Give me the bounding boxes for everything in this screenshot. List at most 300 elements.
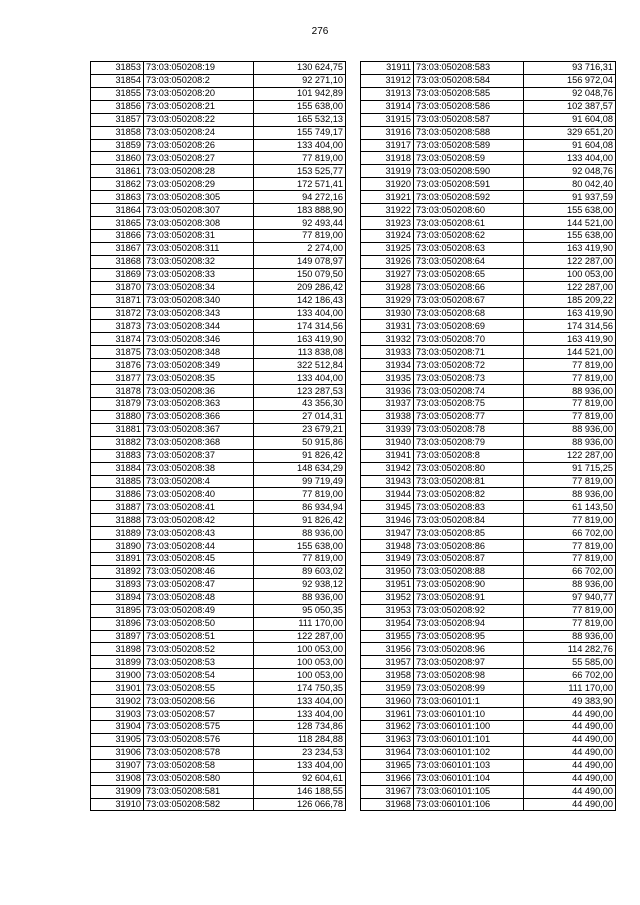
cadastral-number: 73:03:050208:64 <box>414 255 524 268</box>
table-row <box>91 178 346 191</box>
cadastral-value: 27 014,31 <box>254 410 346 423</box>
row-number: 31879 <box>91 397 144 410</box>
table-row <box>91 643 346 656</box>
table-row <box>91 281 346 294</box>
table-row <box>91 333 346 346</box>
cadastral-value: 133 404,00 <box>254 759 346 772</box>
row-number: 31864 <box>91 204 144 217</box>
cadastral-number: 73:03:050208:57 <box>144 708 254 721</box>
cadastral-number: 73:03:050208:50 <box>144 617 254 630</box>
cadastral-value: 88 936,00 <box>254 527 346 540</box>
row-number: 31858 <box>91 126 144 139</box>
cadastral-number: 73:03:050208:59 <box>414 152 524 165</box>
cadastral-number: 73:03:050208:96 <box>414 643 524 656</box>
table-row <box>361 178 616 191</box>
cadastral-number: 73:03:050208:99 <box>414 682 524 695</box>
cadastral-number: 73:03:050208:582 <box>144 798 254 811</box>
table-row <box>361 656 616 669</box>
cadastral-number: 73:03:050208:28 <box>144 165 254 178</box>
cadastral-number: 73:03:050208:53 <box>144 656 254 669</box>
row-number: 31932 <box>361 333 414 346</box>
row-number: 31888 <box>91 514 144 527</box>
cadastral-value: 133 404,00 <box>254 372 346 385</box>
row-number: 31854 <box>91 74 144 87</box>
table-row <box>91 527 346 540</box>
cadastral-number: 73:03:050208:586 <box>414 100 524 113</box>
cadastral-value: 174 750,35 <box>254 682 346 695</box>
row-number: 31968 <box>361 798 414 811</box>
row-number: 31907 <box>91 759 144 772</box>
row-number: 31883 <box>91 449 144 462</box>
cadastral-number: 73:03:050208:90 <box>414 578 524 591</box>
table-row <box>361 553 616 566</box>
cadastral-number: 73:03:050208:4 <box>144 475 254 488</box>
table-row <box>91 669 346 682</box>
cadastral-value: 77 819,00 <box>254 152 346 165</box>
cadastral-value: 92 938,12 <box>254 578 346 591</box>
row-number: 31926 <box>361 255 414 268</box>
table-row <box>361 733 616 746</box>
row-number: 31890 <box>91 540 144 553</box>
table-row <box>361 708 616 721</box>
cadastral-value: 156 972,04 <box>524 74 616 87</box>
cadastral-value: 77 819,00 <box>524 617 616 630</box>
cadastral-value: 100 053,00 <box>254 643 346 656</box>
row-number: 31870 <box>91 281 144 294</box>
row-number: 31887 <box>91 501 144 514</box>
table-row <box>361 604 616 617</box>
row-number: 31871 <box>91 294 144 307</box>
cadastral-number: 73:03:050208:2 <box>144 74 254 87</box>
cadastral-number: 73:03:050208:69 <box>414 320 524 333</box>
cadastral-value: 44 490,00 <box>524 733 616 746</box>
cadastral-number: 73:03:050208:43 <box>144 527 254 540</box>
cadastral-number: 73:03:050208:68 <box>414 307 524 320</box>
cadastral-value: 2 274,00 <box>254 242 346 255</box>
row-number: 31874 <box>91 333 144 346</box>
table-row <box>91 74 346 87</box>
table-row <box>361 630 616 643</box>
row-number: 31857 <box>91 113 144 126</box>
cadastral-value: 329 651,20 <box>524 126 616 139</box>
table-row <box>361 281 616 294</box>
cadastral-value: 77 819,00 <box>524 475 616 488</box>
row-number: 31896 <box>91 617 144 630</box>
cadastral-number: 73:03:050208:366 <box>144 410 254 423</box>
table-row <box>91 695 346 708</box>
row-number: 31940 <box>361 436 414 449</box>
table-row <box>361 501 616 514</box>
cadastral-value: 165 532,13 <box>254 113 346 126</box>
cadastral-value: 101 942,89 <box>254 87 346 100</box>
cadastral-value: 155 638,00 <box>524 229 616 242</box>
table-row <box>361 540 616 553</box>
cadastral-value: 44 490,00 <box>524 746 616 759</box>
table-row <box>91 682 346 695</box>
table-row <box>91 113 346 126</box>
cadastral-value: 55 585,00 <box>524 656 616 669</box>
table-row <box>361 126 616 139</box>
cadastral-number: 73:03:050208:584 <box>414 74 524 87</box>
table-row <box>91 191 346 204</box>
row-number: 31892 <box>91 565 144 578</box>
row-number: 31923 <box>361 217 414 230</box>
cadastral-value: 77 819,00 <box>524 540 616 553</box>
table-row <box>361 721 616 734</box>
cadastral-number: 73:03:060101:1 <box>414 695 524 708</box>
row-number: 31921 <box>361 191 414 204</box>
cadastral-value: 163 419,90 <box>524 242 616 255</box>
row-number: 31948 <box>361 540 414 553</box>
cadastral-number: 73:03:050208:40 <box>144 488 254 501</box>
cadastral-number: 73:03:050208:97 <box>414 656 524 669</box>
cadastral-number: 73:03:050208:92 <box>414 604 524 617</box>
table-row <box>91 462 346 475</box>
table-row <box>91 617 346 630</box>
cadastral-value: 77 819,00 <box>254 488 346 501</box>
cadastral-value: 92 604,61 <box>254 772 346 785</box>
cadastral-number: 73:03:050208:346 <box>144 333 254 346</box>
cadastral-value: 100 053,00 <box>254 669 346 682</box>
table-row <box>361 462 616 475</box>
cadastral-value: 133 404,00 <box>254 695 346 708</box>
cadastral-number: 73:03:050208:41 <box>144 501 254 514</box>
cadastral-value: 155 749,17 <box>254 126 346 139</box>
table-row <box>91 242 346 255</box>
row-number: 31855 <box>91 87 144 100</box>
row-number: 31867 <box>91 242 144 255</box>
cadastral-value: 77 819,00 <box>524 410 616 423</box>
cadastral-value: 77 819,00 <box>524 553 616 566</box>
cadastral-value: 92 048,76 <box>524 87 616 100</box>
cadastral-number: 73:03:050208:78 <box>414 423 524 436</box>
cadastral-value: 86 934,94 <box>254 501 346 514</box>
cadastral-value: 174 314,56 <box>524 320 616 333</box>
cadastral-value: 88 936,00 <box>524 630 616 643</box>
cadastral-value: 91 826,42 <box>254 514 346 527</box>
row-number: 31901 <box>91 682 144 695</box>
table-row <box>361 152 616 165</box>
cadastral-number: 73:03:050208:80 <box>414 462 524 475</box>
cadastral-number: 73:03:050208:38 <box>144 462 254 475</box>
table-row <box>91 139 346 152</box>
row-number: 31919 <box>361 165 414 178</box>
row-number: 31965 <box>361 759 414 772</box>
row-number: 31952 <box>361 591 414 604</box>
table-row <box>91 229 346 242</box>
table-row <box>361 100 616 113</box>
cadastral-value: 100 053,00 <box>524 268 616 281</box>
row-number: 31962 <box>361 721 414 734</box>
row-number: 31934 <box>361 359 414 372</box>
cadastral-value: 89 603,02 <box>254 565 346 578</box>
cadastral-number: 73:03:050208:368 <box>144 436 254 449</box>
cadastral-number: 73:03:050208:344 <box>144 320 254 333</box>
cadastral-value: 122 287,00 <box>524 449 616 462</box>
table-row <box>91 759 346 772</box>
cadastral-value: 50 915,86 <box>254 436 346 449</box>
cadastral-number: 73:03:050208:583 <box>414 62 524 75</box>
table-row <box>91 565 346 578</box>
cadastral-value: 91 604,08 <box>524 113 616 126</box>
cadastral-number: 73:03:060101:100 <box>414 721 524 734</box>
cadastral-value: 77 819,00 <box>524 397 616 410</box>
cadastral-number: 73:03:050208:36 <box>144 385 254 398</box>
cadastral-number: 73:03:060101:102 <box>414 746 524 759</box>
table-row <box>361 307 616 320</box>
row-number: 31941 <box>361 449 414 462</box>
cadastral-number: 73:03:050208:367 <box>144 423 254 436</box>
cadastral-value: 95 050,35 <box>254 604 346 617</box>
row-number: 31961 <box>361 708 414 721</box>
cadastral-number: 73:03:050208:81 <box>414 475 524 488</box>
table-row <box>361 436 616 449</box>
table-row <box>361 565 616 578</box>
row-number: 31967 <box>361 785 414 798</box>
row-number: 31953 <box>361 604 414 617</box>
cadastral-number: 73:03:050208:66 <box>414 281 524 294</box>
row-number: 31947 <box>361 527 414 540</box>
cadastral-value: 44 490,00 <box>524 798 616 811</box>
table-row <box>91 217 346 230</box>
row-number: 31911 <box>361 62 414 75</box>
table-row <box>361 204 616 217</box>
table-row <box>91 372 346 385</box>
cadastral-number: 73:03:050208:340 <box>144 294 254 307</box>
cadastral-value: 44 490,00 <box>524 785 616 798</box>
cadastral-number: 73:03:050208:8 <box>414 449 524 462</box>
table-row <box>361 514 616 527</box>
page-number: 276 <box>311 26 329 37</box>
table-row <box>91 126 346 139</box>
cadastral-value: 77 819,00 <box>254 229 346 242</box>
cadastral-number: 73:03:050208:51 <box>144 630 254 643</box>
cadastral-number: 73:03:050208:585 <box>414 87 524 100</box>
cadastral-number: 73:03:050208:74 <box>414 385 524 398</box>
table-row <box>361 113 616 126</box>
row-number: 31875 <box>91 346 144 359</box>
table-row <box>91 449 346 462</box>
row-number: 31909 <box>91 785 144 798</box>
row-number: 31878 <box>91 385 144 398</box>
cadastral-number: 73:03:050208:56 <box>144 695 254 708</box>
cadastral-value: 185 209,22 <box>524 294 616 307</box>
row-number: 31899 <box>91 656 144 669</box>
cadastral-number: 73:03:050208:31 <box>144 229 254 242</box>
cadastral-value: 155 638,00 <box>254 540 346 553</box>
cadastral-value: 77 819,00 <box>524 359 616 372</box>
cadastral-number: 73:03:050208:75 <box>414 397 524 410</box>
table-row <box>91 397 346 410</box>
cadastral-value: 163 419,90 <box>254 333 346 346</box>
cadastral-value: 122 287,00 <box>524 255 616 268</box>
table-row <box>91 785 346 798</box>
cadastral-number: 73:03:050208:27 <box>144 152 254 165</box>
row-number: 31865 <box>91 217 144 230</box>
row-number: 31946 <box>361 514 414 527</box>
cadastral-value: 133 404,00 <box>524 152 616 165</box>
cadastral-value: 111 170,00 <box>524 682 616 695</box>
cadastral-number: 73:03:060101:105 <box>414 785 524 798</box>
table-row <box>361 320 616 333</box>
cadastral-number: 73:03:050208:87 <box>414 553 524 566</box>
cadastral-value: 44 490,00 <box>524 759 616 772</box>
cadastral-number: 73:03:050208:52 <box>144 643 254 656</box>
row-number: 31937 <box>361 397 414 410</box>
row-number: 31905 <box>91 733 144 746</box>
cadastral-value: 23 234,53 <box>254 746 346 759</box>
cadastral-number: 73:03:050208:35 <box>144 372 254 385</box>
row-number: 31913 <box>361 87 414 100</box>
table-row <box>361 359 616 372</box>
row-number: 31853 <box>91 62 144 75</box>
cadastral-number: 73:03:050208:305 <box>144 191 254 204</box>
row-number: 31877 <box>91 372 144 385</box>
row-number: 31881 <box>91 423 144 436</box>
table-row <box>361 385 616 398</box>
cadastral-number: 73:03:050208:65 <box>414 268 524 281</box>
cadastral-number: 73:03:050208:580 <box>144 772 254 785</box>
row-number: 31873 <box>91 320 144 333</box>
cadastral-number: 73:03:050208:47 <box>144 578 254 591</box>
table-row <box>91 100 346 113</box>
cadastral-value: 88 936,00 <box>254 591 346 604</box>
table-row <box>361 643 616 656</box>
row-number: 31960 <box>361 695 414 708</box>
table-row <box>361 669 616 682</box>
cadastral-value: 77 819,00 <box>524 514 616 527</box>
row-number: 31943 <box>361 475 414 488</box>
row-number: 31856 <box>91 100 144 113</box>
table-row <box>361 423 616 436</box>
row-number: 31933 <box>361 346 414 359</box>
cadastral-number: 73:03:050208:62 <box>414 229 524 242</box>
row-number: 31900 <box>91 669 144 682</box>
cadastral-value: 43 356,30 <box>254 397 346 410</box>
row-number: 31917 <box>361 139 414 152</box>
table-row <box>91 204 346 217</box>
table-row <box>361 591 616 604</box>
cadastral-number: 73:03:050208:591 <box>414 178 524 191</box>
cadastral-value: 113 838,08 <box>254 346 346 359</box>
row-number: 31914 <box>361 100 414 113</box>
cadastral-value: 144 521,00 <box>524 346 616 359</box>
row-number: 31959 <box>361 682 414 695</box>
table-row <box>91 436 346 449</box>
row-number: 31908 <box>91 772 144 785</box>
cadastral-value: 92 048,76 <box>524 165 616 178</box>
table-row <box>361 294 616 307</box>
table-row <box>91 294 346 307</box>
table-row <box>91 385 346 398</box>
table-row <box>361 410 616 423</box>
cadastral-number: 73:03:050208:581 <box>144 785 254 798</box>
table-row <box>361 475 616 488</box>
cadastral-value: 142 186,43 <box>254 294 346 307</box>
cadastral-value: 144 521,00 <box>524 217 616 230</box>
cadastral-number: 73:03:060101:10 <box>414 708 524 721</box>
cadastral-value: 133 404,00 <box>254 708 346 721</box>
row-number: 31862 <box>91 178 144 191</box>
cadastral-value: 130 624,75 <box>254 62 346 75</box>
row-number: 31861 <box>91 165 144 178</box>
cadastral-number: 73:03:060101:104 <box>414 772 524 785</box>
table-row <box>91 152 346 165</box>
cadastral-number: 73:03:050208:70 <box>414 333 524 346</box>
cadastral-value: 150 079,50 <box>254 268 346 281</box>
cadastral-number: 73:03:050208:86 <box>414 540 524 553</box>
cadastral-value: 66 702,00 <box>524 565 616 578</box>
cadastral-number: 73:03:050208:48 <box>144 591 254 604</box>
cadastral-value: 155 638,00 <box>254 100 346 113</box>
cadastral-number: 73:03:050208:54 <box>144 669 254 682</box>
row-number: 31945 <box>361 501 414 514</box>
cadastral-number: 73:03:060101:106 <box>414 798 524 811</box>
cadastral-number: 73:03:050208:578 <box>144 746 254 759</box>
cadastral-number: 73:03:050208:71 <box>414 346 524 359</box>
row-number: 31924 <box>361 229 414 242</box>
cadastral-number: 73:03:050208:72 <box>414 359 524 372</box>
cadastral-value: 49 383,90 <box>524 695 616 708</box>
cadastral-number: 73:03:050208:83 <box>414 501 524 514</box>
cadastral-value: 118 284,88 <box>254 733 346 746</box>
cadastral-value: 77 819,00 <box>524 372 616 385</box>
table-row <box>361 165 616 178</box>
cadastral-number: 73:03:050208:19 <box>144 62 254 75</box>
cadastral-value: 114 282,76 <box>524 643 616 656</box>
cadastral-number: 73:03:050208:588 <box>414 126 524 139</box>
row-number: 31944 <box>361 488 414 501</box>
cadastral-number: 73:03:050208:592 <box>414 191 524 204</box>
cadastral-number: 73:03:050208:363 <box>144 397 254 410</box>
table-row <box>91 591 346 604</box>
table-row <box>91 746 346 759</box>
cadastral-number: 73:03:050208:73 <box>414 372 524 385</box>
table-row <box>91 165 346 178</box>
cadastral-value: 77 819,00 <box>254 553 346 566</box>
row-number: 31906 <box>91 746 144 759</box>
cadastral-value: 111 170,00 <box>254 617 346 630</box>
table-right <box>360 61 616 811</box>
row-number: 31957 <box>361 656 414 669</box>
table-row <box>91 423 346 436</box>
table-row <box>91 320 346 333</box>
row-number: 31936 <box>361 385 414 398</box>
cadastral-number: 73:03:050208:63 <box>414 242 524 255</box>
row-number: 31885 <box>91 475 144 488</box>
row-number: 31950 <box>361 565 414 578</box>
table-row <box>361 87 616 100</box>
row-number: 31942 <box>361 462 414 475</box>
table-row <box>91 578 346 591</box>
cadastral-value: 102 387,57 <box>524 100 616 113</box>
row-number: 31897 <box>91 630 144 643</box>
cadastral-value: 91 604,08 <box>524 139 616 152</box>
table-row <box>361 242 616 255</box>
row-number: 31929 <box>361 294 414 307</box>
cadastral-number: 73:03:060101:101 <box>414 733 524 746</box>
row-number: 31916 <box>361 126 414 139</box>
cadastral-number: 73:03:050208:95 <box>414 630 524 643</box>
cadastral-value: 133 404,00 <box>254 307 346 320</box>
row-number: 31958 <box>361 669 414 682</box>
cadastral-value: 93 716,31 <box>524 62 616 75</box>
cadastral-value: 91 826,42 <box>254 449 346 462</box>
cadastral-number: 73:03:050208:589 <box>414 139 524 152</box>
table-row <box>361 229 616 242</box>
row-number: 31895 <box>91 604 144 617</box>
cadastral-value: 88 936,00 <box>524 423 616 436</box>
